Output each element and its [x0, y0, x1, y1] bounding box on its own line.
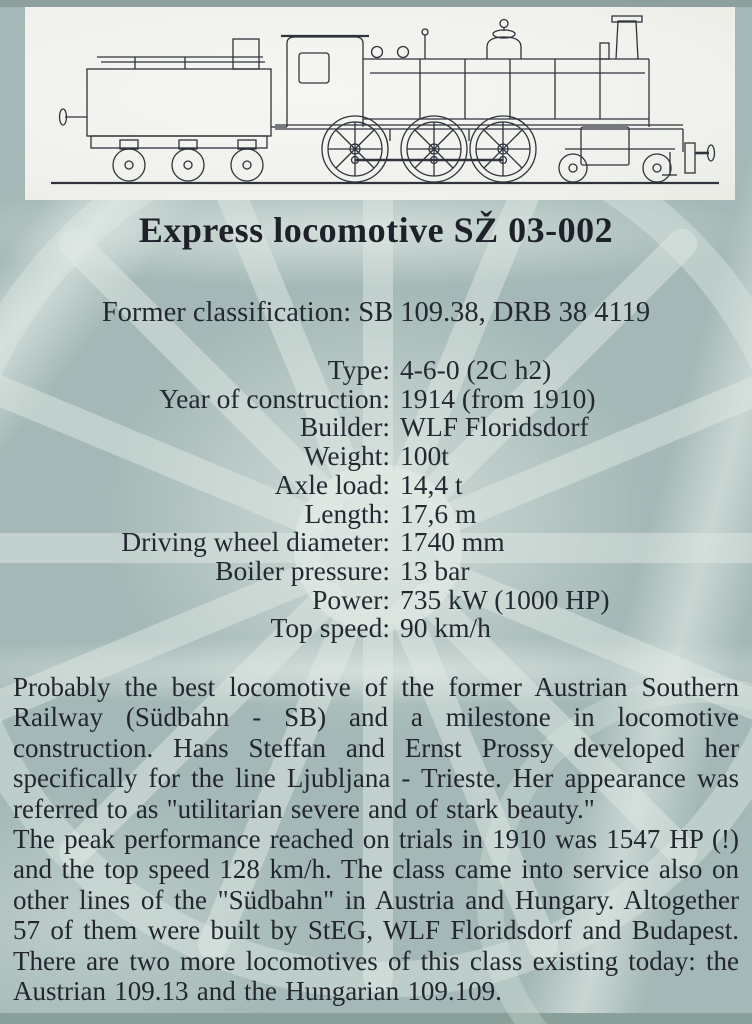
- spec-row-power: [0, 583, 752, 615]
- spec-label: Year of construction:: [159, 382, 390, 414]
- spec-row-wheel-diameter: [0, 528, 752, 557]
- spec-value: 4-6-0 (2C h2): [400, 354, 552, 385]
- spec-label: Top speed:: [270, 612, 390, 644]
- spec-label: Axle load:: [274, 468, 390, 500]
- spec-row-builder: [0, 413, 752, 442]
- spec-value: 13 bar: [400, 554, 470, 586]
- spec-label: Weight:: [303, 440, 390, 472]
- spec-value: WLF Floridsdorf: [400, 411, 589, 443]
- spec-row-length: [0, 497, 752, 529]
- spec-row-top-speed: [0, 614, 752, 643]
- spec-row-weight: [0, 442, 752, 471]
- spec-value: 14,4 t: [400, 468, 463, 500]
- description-text: [13, 672, 739, 1006]
- spec-value: 1914 (from 1910): [400, 382, 596, 414]
- spec-row-boiler-pressure: [0, 554, 752, 586]
- locomotive-line-drawing: [25, 7, 735, 200]
- page-title: Express locomotive SŽ 03-002: [138, 210, 614, 250]
- spec-value: 17,6 m: [400, 497, 477, 529]
- spec-value: 100t: [400, 440, 449, 472]
- spec-label: Type:: [327, 354, 390, 385]
- spec-label: Length:: [304, 497, 390, 529]
- description-paragraph-2: The peak performance reached on trials in 1910 was 1547 HP (!) and the top speed 128 km/h. The class came into service also on other lines of the "Südbahn" in Austria and Hungary. Altogether 57 of them were built by StEG, WLF Floridsdorf and Budapest. There are two more locomotives of this class existing today: the Austrian 109.13 and the Hungarian 109.109.: [13, 824, 739, 1007]
- spec-label: Driving wheel diameter:: [121, 526, 390, 558]
- locomotive-drawing-panel: [25, 7, 735, 200]
- spec-value: 735 kW (1000 HP): [400, 583, 610, 615]
- spec-row-year: [0, 382, 752, 414]
- former-classification-line: Former classification: SB 109.38, DRB 38 4119: [101, 297, 651, 328]
- spec-row-axle-load: [0, 468, 752, 500]
- spec-row-type: [0, 356, 752, 385]
- spec-label: Power:: [312, 583, 390, 615]
- spec-list: [0, 356, 752, 643]
- description-paragraph-1: Probably the best locomotive of the former Austrian Southern Railway (Südbahn - SB) and a milestone in locomotive construction. Hans Steffan and Ernst Prossy developed her specifically for the line Ljubljana - Trieste. Her appearance was referred to as "utilitarian severe and of stark beauty.": [13, 672, 739, 824]
- spec-label: Builder:: [299, 411, 390, 443]
- spec-value: 90 km/h: [400, 612, 491, 644]
- spec-value: 1740 mm: [400, 526, 505, 558]
- spec-label: Boiler pressure:: [215, 554, 390, 586]
